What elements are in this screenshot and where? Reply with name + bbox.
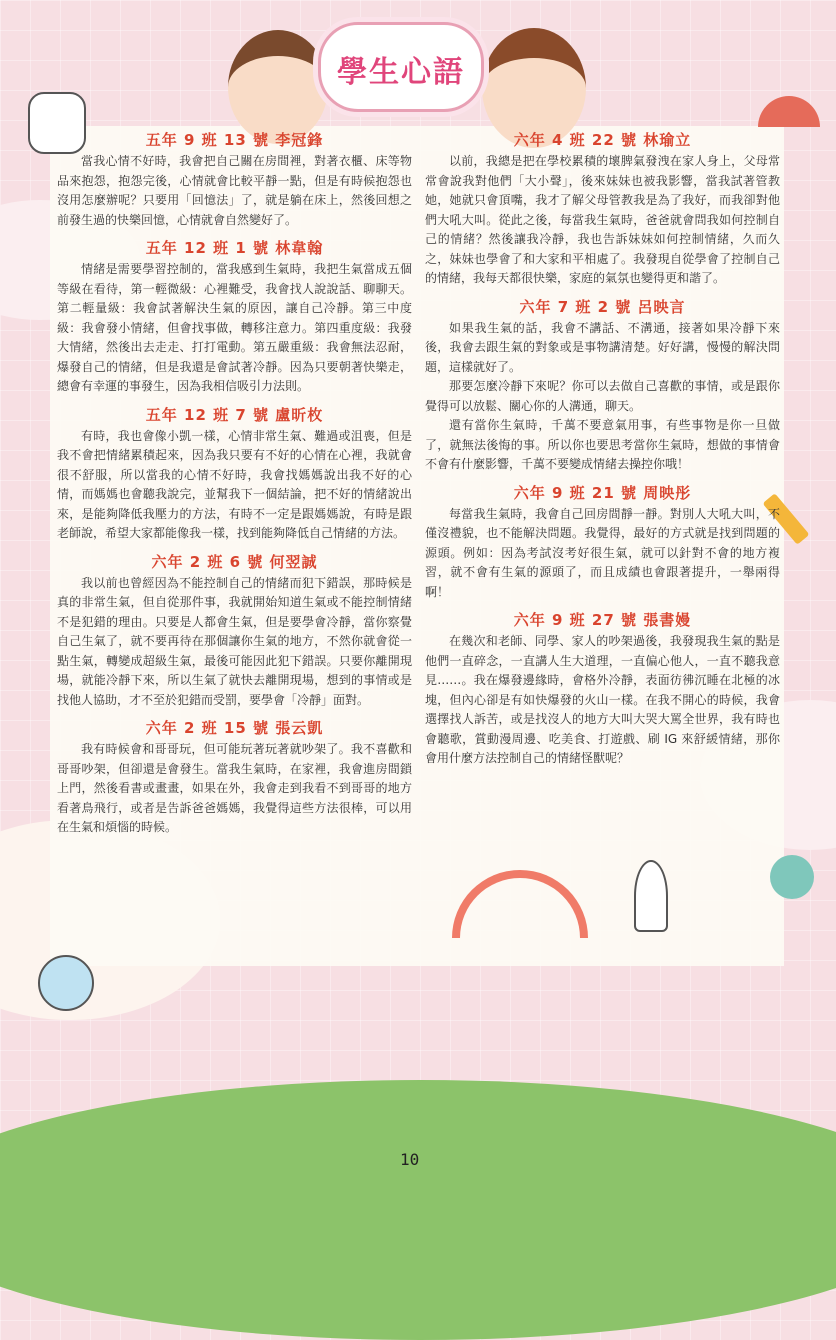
right-column <box>425 130 780 777</box>
left-column <box>57 130 412 846</box>
article-paragraph: 每當我生氣時，我會自己回房間靜一靜。對別人大吼大叫，不僅沒禮貌，也不能解決問題。我覺得，最好的方式就是找到問題的源頭。例如：因為考試沒考好很生氣，就可以針對不會的地方複習，就不會有生氣的源頭了，而且成績也會跟著提升，一舉兩得啊！ <box>425 506 780 599</box>
article-heading: 六年 4 班 22 號 林瑜立 <box>513 131 692 149</box>
page-title: 學生心語 <box>337 55 465 90</box>
article <box>425 297 780 475</box>
article <box>425 610 780 769</box>
article-body <box>57 152 412 230</box>
article-heading: 六年 9 班 21 號 周映彤 <box>513 483 692 502</box>
article-body <box>57 427 412 544</box>
article-paragraph: 如果我生氣的話，我會不講話、不溝通，接著如果冷靜下來後，我會去跟生氣的對象或是事物講清楚。好好講，慢慢的解決問題，這樣就好了。 <box>425 320 780 374</box>
article-paragraph: 在幾次和老師、同學、家人的吵架過後，我發現我生氣的點是他們一直碎念，一直講人生大道理，一直偏心他人，一直不聽我意見……。我在爆發邊緣時，會格外冷靜，表面彷彿沉睡在北極的冰塊，但內心卻是有如快爆發的火山一樣。在我不開心的時候，我會選擇找人訴苦，或是找沒人的地方大叫大哭大罵全世界，我有時也會聽歌，賞動漫周邊、吃美食、打遊戲、刷 IG 來舒緩情緒，那你會用什麼方法控制自己的情緒怪獸呢？ <box>425 634 780 765</box>
article <box>57 405 412 544</box>
children-illustration <box>238 1010 598 1120</box>
protractor-icon <box>758 96 820 127</box>
article-paragraph: 我以前也曾經因為不能控制自己的情緒而犯下錯誤，那時候是真的非常生氣，但自從那件事，我就開始知道生氣或不能控制情緒不是犯錯的理由。只要是人都會生氣，但是要學會冷靜，當你察覺自己生氣了，就不要再待在那個讓你生氣的地方，不然你就會從一點生氣，轉變成超級生氣，最後可能因此犯下錯誤。只要你離開現場，就能冷靜下來，所以生氣了就快去離開現場，想到的事情或是找他人協助，才不至於犯錯而受罰，要學會「冷靜」面對。 <box>57 575 412 707</box>
article-heading: 五年 9 班 13 號 李冠鋒 <box>145 131 324 149</box>
article <box>425 483 780 603</box>
article-body <box>57 740 412 838</box>
article <box>425 130 780 289</box>
article-paragraph: 我有時候會和哥哥玩，但可能玩著玩著就吵架了。我不喜歡和哥哥吵架，但卻還是會發生。當我生氣時，在家裡，我會進房間鎖上門，然後看書或畫畫，如果在外，我會走到我看不到哥哥的地方看著鳥飛行，或者是告訴爸爸媽媽，我覺得這些方法很棒，可以用在生氣和煩惱的時候。 <box>57 742 412 834</box>
article-paragraph: 當我心情不好時，我會把自己關在房間裡，對著衣櫃、床等物品來抱怨，抱怨完後，心情就會比較平靜一點，但是有時候抱怨也沒用怎麼辦呢？只要用「回憶法」了，就是躺在床上，然後回想之前發生過的快樂回憶，心情就會自然變好了。 <box>57 154 412 227</box>
planet-icon <box>770 855 814 899</box>
article-heading: 五年 12 班 1 號 林韋翰 <box>145 239 324 257</box>
article-body <box>425 505 780 603</box>
article-paragraph: 還有當你生氣時，千萬不要意氣用事，有些事物是你一旦做了，就無法後悔的事。所以你也要思考當你生氣時，想做的事情會不會有什麼影響，千萬不要變成情緒去操控你哦！ <box>425 418 780 471</box>
article-heading: 六年 2 班 6 號 何翌誠 <box>151 552 318 571</box>
article-paragraph: 那要怎麼冷靜下來呢？你可以去做自己喜歡的事情，或是跟你覺得可以放鬆、關心你的人溝通，聊天。 <box>425 379 780 413</box>
article-heading: 六年 2 班 15 號 張云凱 <box>145 719 324 737</box>
article-body <box>425 632 780 769</box>
article-body <box>57 260 412 397</box>
rocket-icon <box>634 860 668 932</box>
article-body <box>425 319 780 475</box>
article <box>57 130 412 230</box>
article-body <box>425 152 780 289</box>
globe-icon <box>38 955 94 1011</box>
article <box>57 238 412 397</box>
article <box>57 718 412 838</box>
boy-character-illustration <box>228 30 328 144</box>
page-number: 10 <box>400 1150 420 1169</box>
article-paragraph: 以前，我總是把在學校累積的壞脾氣發洩在家人身上，父母常常會說我對他們「大小聲」，後來妹妹也被我影響，當我試著管教她，她就只會頂嘴，我才了解父母管教我是為了我好，而我卻對他們大吼大叫。從此之後，每當我生氣時，爸爸就會問我如何控制自己的情緒？然後讓我冷靜，我也告訴妹妹如何控制情緒，久而久之，妹妹也學會了和大家和平相處了。我發現自從學會了控制自己的情緒，我每天都很快樂，家庭的氣氛也變得更和諧了。 <box>425 154 780 285</box>
article-paragraph: 情緒是需要學習控制的，當我感到生氣時，我把生氣當成五個等級在看待，第一輕微級：心裡難受，我會找人說說話、聊聊天。第二輕量級：我會試著解決生氣的原因，讓自己冷靜。第三中度級：我會發小情緒，但會找事做，轉移注意力。第四重度級：我發大情緒，然後出去走走、打打電動。第五嚴重級：我會無法忍耐，爆發自己的情緒，但是我還是會試著冷靜。因為只要朝著快樂走，總會有幸運的事發生，因為我相信吸引力法則。 <box>57 262 412 393</box>
title-badge <box>318 22 484 112</box>
article <box>57 552 412 711</box>
article-heading: 六年 7 班 2 號 呂映言 <box>519 297 686 316</box>
article-heading: 六年 9 班 27 號 張書嫚 <box>513 611 692 629</box>
article-heading: 五年 12 班 7 號 盧昕枚 <box>145 405 324 424</box>
article-paragraph: 有時，我也會像小凱一樣，心情非常生氣、難過或沮喪，但是我不會把情緒累積起來，因為我只要有不好的心情在心裡，我就會很不舒服，所以當我的心情不好時，我會找媽媽說出我不好的心情，而媽媽也會聽我說完，並幫我下一個結論，把不好的情緒說出來，是能夠降低我壓力的方法，有時不一定是跟媽媽說，有時是跟老師說，希望大家都能像我一樣，找到能夠降低自己情緒的方法。 <box>57 428 412 540</box>
article-body <box>57 574 412 711</box>
